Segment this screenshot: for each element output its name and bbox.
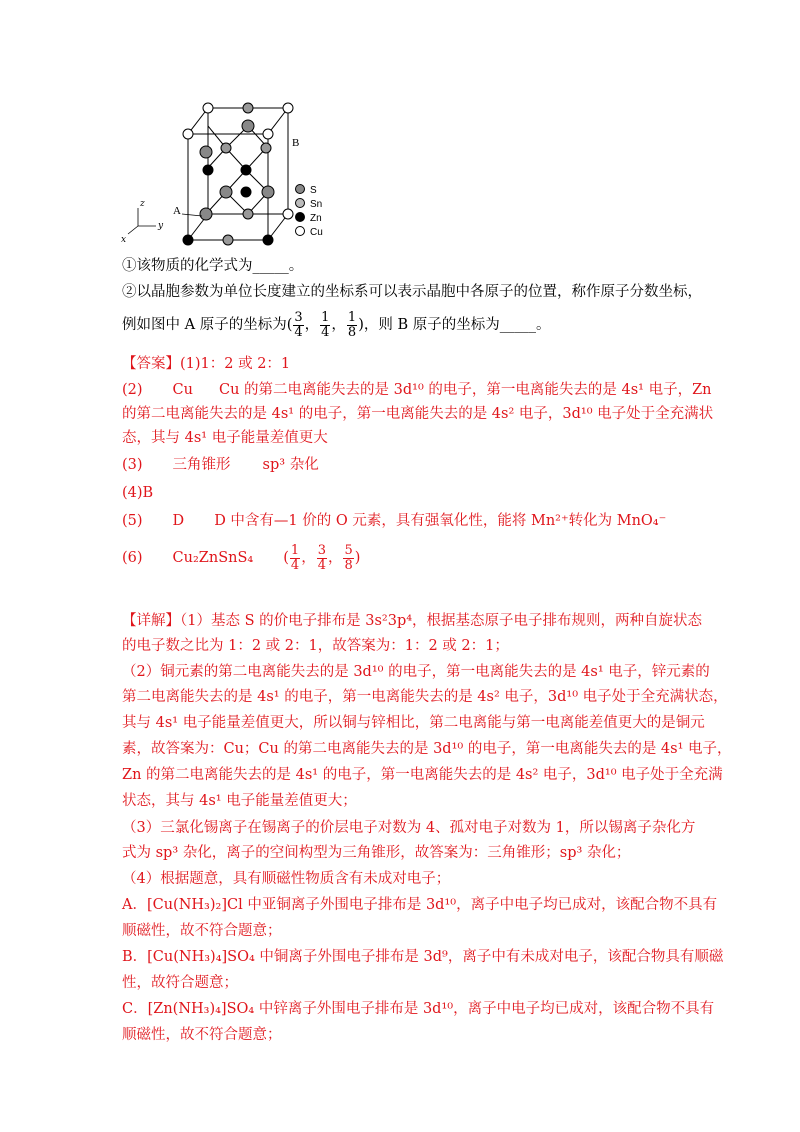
question-2: ②以晶胞参数为单位长度建立的坐标系可以表示晶胞中各原子的位置，称作原子分数坐标， xyxy=(122,284,702,300)
question-1: ①该物质的化学式为_____。 xyxy=(122,258,304,274)
detail-line-16: C．[Zn(NH₃)₄]SO₄ 中锌离子外围电子排布是 3d¹⁰，离子中电子均已成对，该配合物不具有 xyxy=(122,1001,715,1017)
detail-line-2: 的电子数之比为 1：2 或 2：1，故答案为：1：2 或 2：1； xyxy=(122,638,509,654)
detail-line-3: （2）铜元素的第二电离能失去的是 3d¹⁰ 的电子，第一电离能失去的是 4s¹ 电子，锌元素的 xyxy=(122,664,710,680)
question-3: 例如图中 A 原子的坐标为( $\frac{3}{4}$ ， $\frac{1}{4}$ ， $\frac{1}{8}$ )，则 B 原子的坐标为_____。 xyxy=(122,309,551,340)
answer-line-6: (4)B xyxy=(122,485,154,501)
label-a: A xyxy=(173,205,181,217)
detail-line-17: 顺磁性，故不符合题意； xyxy=(122,1027,282,1043)
detail-line-11: （4）根据题意，具有顺磁性物质含有未成对电子； xyxy=(122,871,451,887)
answer-tag: 【答案】 xyxy=(122,356,180,372)
detail-line-10: 式为 sp³ 杂化，离子的空间构型为三角锥形，故答案为：三角锥形；sp³ 杂化； xyxy=(122,845,631,861)
detail-line-1: 【详解】（1）基态 S 的价电子排布是 3s²3p⁴，根据基态原子电子排布规则，两种自旋状态 xyxy=(122,613,703,629)
detail-line-5: 其与 4s¹ 电子能量差值更大，所以铜与锌相比，第二电离能与第一电离能差值更大的是铜元 xyxy=(122,715,705,731)
fraction: $\frac{1}{4}$ xyxy=(290,542,300,573)
crystal-cell-figure xyxy=(118,96,368,246)
legend-cu: Cu xyxy=(310,227,323,238)
detail-line-12: A．[Cu(NH₃)₂]Cl 中亚铜离子外围电子排布是 3d¹⁰，离子中电子均已成对，该配合物不具有 xyxy=(122,897,718,913)
detail-line-15: 性，故符合题意； xyxy=(122,975,238,991)
answer-line-3: 的第二电离能失去的是 4s¹ 的电子，第一电离能失去的是 4s² 电子，3d¹⁰ 电子处于全充满状 xyxy=(122,406,714,422)
legend-sn: Sn xyxy=(310,199,323,210)
answer-line-1: 【答案】(1)1：2 或 2：1 xyxy=(122,356,291,372)
detail-line-6: 素，故答案为：Cu；Cu 的第二电离能失去的是 3d¹⁰ 的电子，第一电离能失去的是 4s¹ 电子， xyxy=(122,741,732,757)
detail-line-14: B．[Cu(NH₃)₄]SO₄ 中铜离子外围电子排布是 3d⁹，离子中有未成对电子，该配合物具有顺磁 xyxy=(122,949,724,965)
answer-line-4: 态，其与 4s¹ 电子能量差值更大 xyxy=(122,430,328,446)
detail-line-4: 第二电离能失去的是 4s¹ 的电子，第一电离能失去的是 4s² 电子，3d¹⁰ 电子处于全充满状态， xyxy=(122,689,728,705)
answer-line-5: (3) 三角锥形 sp³ 杂化 xyxy=(122,457,319,473)
fraction: $\frac{5}{8}$ xyxy=(344,542,353,573)
fraction: $\frac{1}{4}$ xyxy=(321,309,330,340)
answer-line-2: (2) Cu Cu 的第二电离能失去的是 3d¹⁰ 的电子，第一电离能失去的是 4s¹ 电子，Zn xyxy=(122,382,712,398)
fraction: $\frac{1}{8}$ xyxy=(347,309,357,340)
detail-tag: 【详解】 xyxy=(122,613,180,629)
answer-line-7: (5) D D 中含有—1 价的 O 元素，具有强氧化性，能将 Mn²⁺转化为 MnO₄⁻ xyxy=(122,513,667,529)
detail-line-9: （3）三氯化锡离子在锡离子的价层电子对数为 4、孤对电子对数为 1，所以锡离子杂化方 xyxy=(122,820,696,836)
answer-line-8: (6) Cu₂ZnSnS₄ ( $\frac{1}{4}$ ， $\frac{3}{4}$ ， $\frac{5}{8}$ ) xyxy=(122,542,361,573)
legend-zn: Zn xyxy=(310,213,322,224)
fraction: $\frac{3}{4}$ xyxy=(317,542,326,573)
detail-line-8: 状态，其与 4s¹ 电子能量差值更大； xyxy=(122,793,357,809)
axis-y-label: y xyxy=(158,221,164,231)
detail-line-13: 顺磁性，故不符合题意； xyxy=(122,923,282,939)
label-b: B xyxy=(292,137,300,149)
detail-line-7: Zn 的第二电离能失去的是 4s¹ 的电子，第一电离能失去的是 4s² 电子，3d¹⁰ 电子处于全充满 xyxy=(122,767,723,783)
axis-x-label: x xyxy=(121,235,127,245)
fraction: $\frac{3}{4}$ xyxy=(294,309,303,340)
axis-z-label: z xyxy=(140,199,145,209)
legend-s: S xyxy=(310,185,317,196)
